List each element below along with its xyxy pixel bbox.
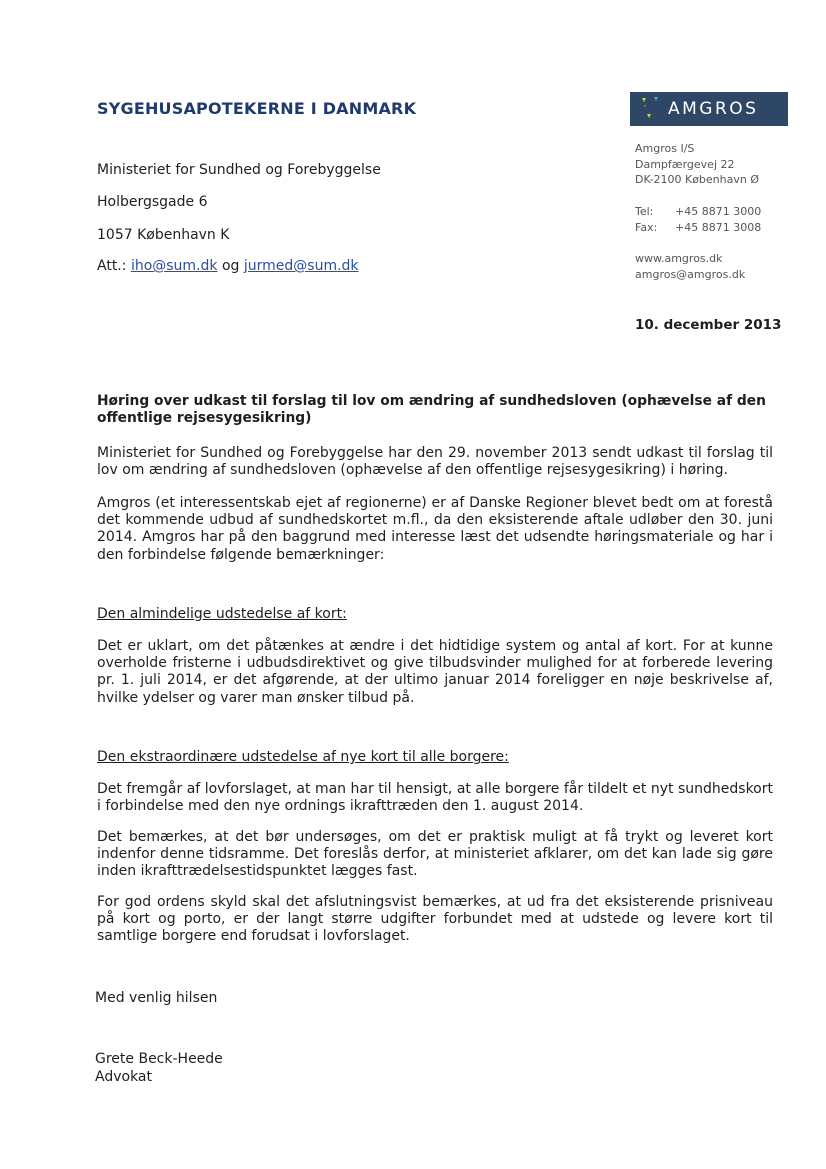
paragraph-3: Det er uklart, om det påtænkes at ændre i det hidtidige system og antal af kort. For at kunne overholde fristerne i udbudsdirektivet og give tilbudsvinder mulighed for at forberede levering pr. 1. juli 2014, er det afgørende, at der ultimo januar 2014 foreligger en nøje beskrivelse af, hvilke ydelser og varer man ønsker tilbud på.: [97, 638, 773, 706]
att-joiner: og: [221, 258, 240, 274]
email-link-iho[interactable]: iho@sum.dk: [130, 258, 218, 274]
sender-email: amgros@amgros.dk: [635, 267, 746, 281]
logo-mark-icon: [636, 92, 666, 126]
section-heading-1: Den almindelige udstedelse af kort:: [97, 606, 347, 622]
recipient-street: Holbergsgade 6: [97, 194, 208, 210]
logo-text: AMGROS: [668, 99, 759, 119]
recipient-name: Ministeriet for Sundhed og Forebyggelse: [97, 162, 381, 178]
paragraph-2: Amgros (et interessentskab ejet af regionerne) er af Danske Regioner blevet bedt om at forestå det kommende udbud af sundhedskortet m.fl., da den eksisterende aftale udløber den 30. juni 2014. Amgros har på den baggrund med interesse læst det udsendte høringsmateriale og har i den forbindelse følgende bemærkninger:: [97, 495, 773, 563]
paragraph-4: Det fremgår af lovforslaget, at man har til hensigt, at alle borgere får tildelt et nyt sundhedskort i forbindelse med den nye ordnings ikrafttræden den 1. august 2014.: [97, 781, 773, 815]
paragraph-6: For god ordens skyld skal det afslutningsvist bemærkes, at ud fra det eksisterende prisniveau på kort og porto, er der langt større udgifter forbundet med at udstede og levere kort til samtlige borgere end forudsat i lovforslaget.: [97, 894, 773, 945]
amgros-logo: [630, 92, 788, 126]
closing-greeting: Med venlig hilsen: [95, 990, 218, 1006]
letter-subject: Høring over udkast til forslag til lov om ændring af sundhedsloven (ophævelse af den offentlige rejsesygesikring): [97, 393, 766, 426]
recipient-city: 1057 København K: [97, 227, 230, 243]
signer-name: Grete Beck-Heede: [95, 1051, 223, 1067]
sender-web: [635, 251, 745, 282]
letter-date: 10. december 2013: [635, 317, 782, 333]
paragraph-1: Ministeriet for Sundhed og Forebyggelse har den 29. november 2013 sendt udkast til forslag til lov om ændring af sundhedsloven (ophævelse af den offentlige rejsesygesikring) i høring.: [97, 445, 773, 479]
sender-address: [635, 141, 759, 188]
organization-title: SYGEHUSAPOTEKERNE I DANMARK: [97, 99, 417, 118]
recipient-attention: [97, 258, 359, 274]
signer-title: Advokat: [95, 1069, 152, 1085]
sender-tel: Tel: +45 8871 3000: [635, 205, 762, 218]
sender-company: Amgros I/S: [635, 142, 695, 155]
att-label: Att.:: [97, 258, 127, 274]
sender-website: www.amgros.dk: [635, 252, 723, 265]
paragraph-5: Det bemærkes, at det bør undersøges, om det er praktisk muligt at få trykt og leveret kort indenfor denne tidsramme. Det foreslås derfor, at ministeriet afklarer, om det kan lade sig gøre inden ikrafttrædelsestidspunktet lægges fast.: [97, 829, 773, 880]
sender-street: Dampfærgevej 22: [635, 157, 735, 171]
sender-city: DK-2100 København Ø: [635, 173, 760, 187]
sender-phones: [635, 204, 761, 235]
section-heading-2: Den ekstraordinære udstedelse af nye kort til alle borgere:: [97, 749, 509, 765]
sender-fax: Fax: +45 8871 3008: [635, 220, 762, 234]
email-link-jurmed[interactable]: jurmed@sum.dk: [243, 258, 359, 274]
